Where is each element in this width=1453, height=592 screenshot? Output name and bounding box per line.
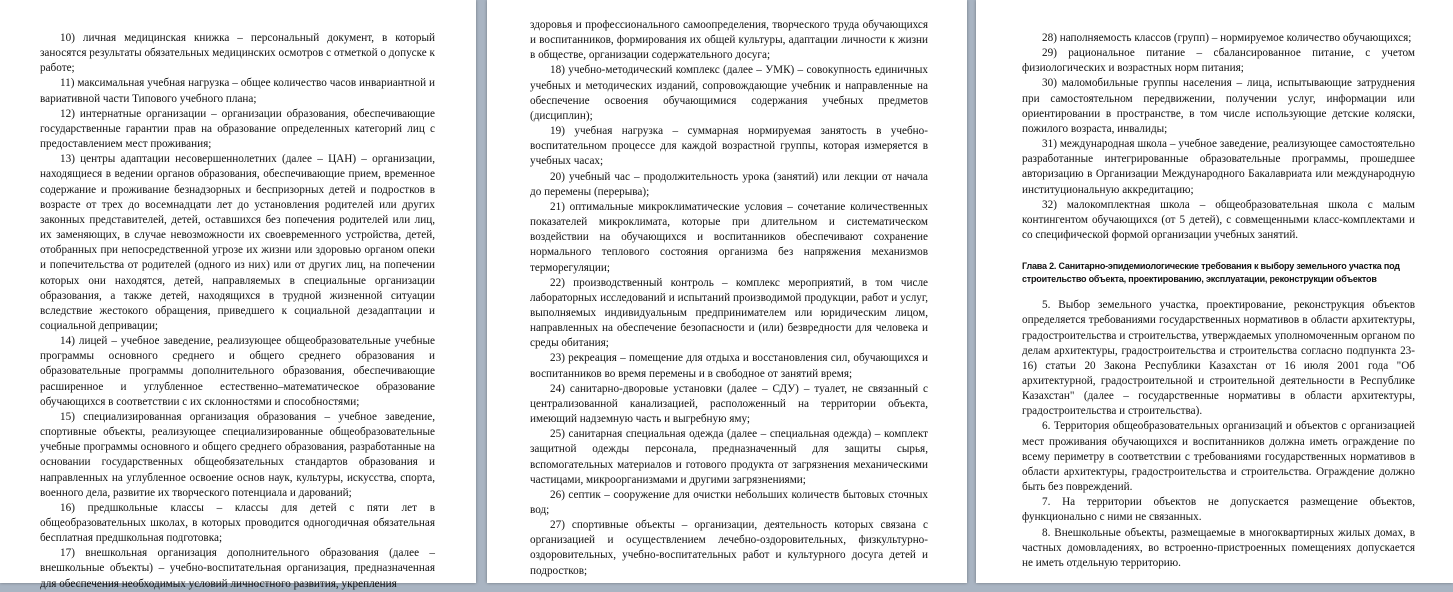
paragraph: 26) септик – сооружение для очистки небольших количеств бытовых сточных вод; — [530, 488, 928, 516]
chapter-heading: Глава 2. Санитарно-эпидемиологические требования к выбору земельного участка под строительство объекта, проектированию, эксплуатации, реконструкции объектов — [1022, 261, 1400, 284]
paragraph: 22) производственный контроль – комплекс мероприятий, в том числе лабораторных исследований и испытаний производимой продукции, работ и услуг, выполняемых индивидуальным предпринимателем или юридическим лицом, направленных на обеспечение безопасности и (или) безвредности для человека и среды обитания; — [530, 276, 928, 350]
paragraph: 16) предшкольные классы – классы для детей с пяти лет в общеобразовательных школах, в которых проводится одногодичная обязательная бесплатная предшкольная подготовка; — [40, 501, 435, 545]
paragraph: 12) интернатные организации – организации образования, обеспечивающие государственные гарантии прав на образование определенных категорий лиц с предоставлением мест проживания; — [40, 107, 435, 151]
paragraph: 23) рекреация – помещение для отдыха и восстановления сил, обучающихся и воспитанников во время перемены и в свободное от занятий время; — [530, 352, 928, 380]
paragraph: 27) спортивные объекты – организации, деятельность которых связана с организацией и осуществлением лечебно-оздоровительных, физкультурно-оздоровительных, учебно-воспитательных работ и культурного досуга детей и подростков; — [530, 519, 928, 577]
paragraph: 17) внешкольная организация дополнительного образования (далее – внешкольные объекты) – учебно-воспитательная организация, предназначенная для обеспечения необходимых условий личностного развития, укрепления — [40, 547, 435, 590]
paragraph: 32) малокомплектная школа – общеобразовательная школа с малым контингентом обучающихся (от 5 детей), с совмещенными класс-комплектами и со специфической формой организации учебных занятий. — [1022, 198, 1415, 242]
paragraph: 5. Выбор земельного участка, проектирование, реконструкция объектов определяется требованиями государственных нормативов в области архитектуры, градостроительства и строительства, утверждаемых уполномоченным органом по делам архитектуры, градостроительства и строительства согласно подпункта 23-16) статьи 20 Закона Республики Казахстан от 16 июля 2001 года "Об архитектурной, градостроительной и строительной деятельности в Республике Казахстан" (далее – государственные нормативы в области архитектуры, градостроительства и строительства). — [1022, 299, 1415, 418]
paragraph: 21) оптимальные микроклиматические условия – сочетание количественных показателей микроклимата, которые при длительном и систематическом воздействии на обучающихся и воспитанников обеспечивают сохранение нормального теплового состояния организма без напряжения механизмов терморегуляции; — [530, 200, 928, 274]
paragraph: 20) учебный час – продолжительность урока (занятий) или лекции от начала до перемены (перерыва); — [530, 170, 928, 198]
paragraph: 6. Территория общеобразовательных организаций и объектов с организацией мест проживания обучающихся и воспитанников должна иметь ограждение по всему периметру в соответствии с требованиями государственных нормативов в области архитектуры, градостроительства и строительства. Ограждение должно быть без повреждений. — [1022, 420, 1415, 494]
paragraph: 7. На территории объектов не допускается размещение объектов, функционально с ними не связанных. — [1022, 496, 1415, 524]
paragraph: 8. Внешкольные объекты, размещаемые в многоквартирных жилых домах, в частных домовладениях, во встроенно-пристроенных помещениях допускается не иметь отдельную территорию. — [1022, 526, 1415, 569]
paragraph: 25) санитарная специальная одежда (далее – специальная одежда) – комплект защитной одежды персонала, предназначенный для защиты сырья, вспомогательных материалов и готового продукта от загрязнения механическими частицами, микроорганизмами и другими загрязнениями; — [530, 428, 928, 486]
page-1-text — [40, 31, 435, 590]
paragraph: 15) специализированная организация образования – учебное заведение, спортивные объекты, реализующее специализированные общеобразовательные учебные программы основного и общего среднего образования, разработанные на основании государственных общеобязательных стандартов образования и направленных на углубленное освоение основ наук, культуры, искусства, спорта, военного дела, развитие их творческого потенциала и дарований; — [40, 410, 435, 499]
paragraph-continued: здоровья и профессионального самоопределения, творческого труда обучающихся и воспитанников, формирования их общей культуры, адаптации личности к жизни в обществе, организации содержательного досуга; — [530, 19, 928, 62]
paragraph: 31) международная школа – учебное заведение, реализующее самостоятельно разработанные интегрированные образовательные программы, прошедшее авторизацию в Организации Международного Бакалавриата или международную институциональную аккредитацию; — [1022, 138, 1415, 196]
paragraph: 14) лицей – учебное заведение, реализующее общеобразовательные учебные программы основного среднего и общего среднего образования и образовательные программы дополнительного образования, обеспечивающие расширенное и углубленное естественно–математическое образование обучающихся в соответствии с их склонностями и способностями; — [40, 335, 435, 408]
document-page-1 — [0, 0, 476, 590]
paragraph: 30) маломобильные группы населения – лица, испытывающие затруднения при самостоятельном передвижении, получении услуг, информации или ориентировании в пространстве, в том числе использующие детские коляски, пожилого возраста, инвалиды; — [1022, 77, 1415, 135]
paragraph: 24) санитарно-дворовые установки (далее – СДУ) – туалет, не связанный с централизованной канализацией, расположенный на территории объекта, имеющий надземную часть и выгребную яму; — [530, 382, 928, 426]
page-3-text — [1022, 31, 1415, 583]
paragraph: 13) центры адаптации несовершеннолетних (далее – ЦАН) – организации, находящиеся в ведении органов образования, обеспечивающие прием, временное содержание и проживание безнадзорных и беспризорных детей и подростков в возрасте от трех до восемнадцати лет до установления родителей или других законных представителей, детей, оставшихся без попечения родителей или лиц, их заменяющих, в случае невозможности их своевременного устройства, детей, отобранных при непосредственной угрозе их жизни или здоровью органом опеки и попечительства от родителей (одного из них) или от других лиц, на попечении которых они находятся, детей, направляемых в специальные организации образования, а также детей, находящихся в трудной жизненной ситуации вследствие жестокого обращения, приведшего к социальной дезадаптации и социальной депривации; — [40, 153, 435, 332]
paragraph: 10) личная медицинская книжка – персональный документ, в который заносятся результаты обязательных медицинских осмотров с отметкой о допуске к работе; — [40, 32, 435, 75]
page-2-text — [530, 18, 928, 583]
paragraph: 19) учебная нагрузка – суммарная нормируемая занятость в учебно-воспитательном процессе для каждой возрастной группы, которая измеряется в учебных часах; — [530, 125, 928, 168]
paragraph: 18) учебно-методический комплекс (далее – УМК) – совокупность единичных учебных и методических изданий, сопровождающие учебник и направленные на обеспечение освоения обучающимися содержания учебных предметов (дисциплин); — [530, 64, 928, 122]
paragraph: 11) максимальная учебная нагрузка – общее количество часов инвариантной и вариативной части Типового учебного плана; — [40, 77, 435, 105]
document-page-3 — [976, 0, 1453, 583]
document-page-2 — [487, 0, 967, 583]
paragraph: 29) рациональное питание – сбалансированное питание, с учетом физиологических и возрастных норм питания; — [1022, 47, 1415, 75]
paragraph: 28) наполняемость классов (групп) – нормируемое количество обучающихся; — [1042, 32, 1412, 44]
